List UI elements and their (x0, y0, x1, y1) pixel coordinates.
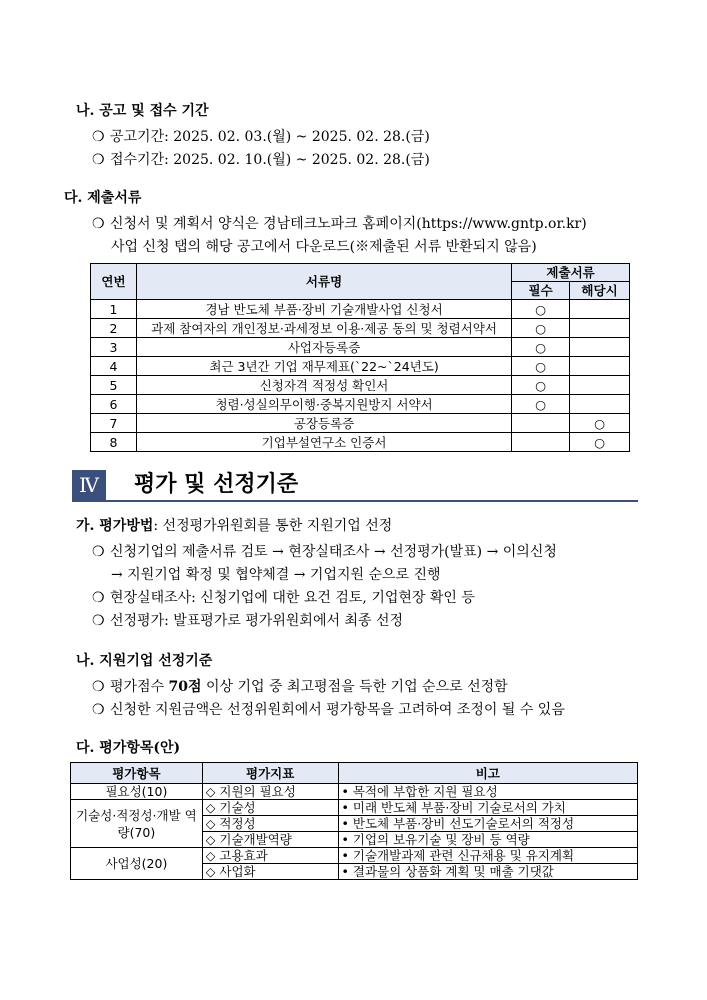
table-row: 4 최근 3년간 기업 재무제표(`22~`24년도) ○ (91, 357, 630, 376)
bullet-icon: ❍ (92, 679, 105, 695)
col-header-applicable: 해당시 (570, 282, 630, 300)
docs-line1: ❍ 신청서 및 계획서 양식은 경남테크노파크 홈페이지(https://www.gntp.or.kr) (92, 216, 587, 232)
section-number-badge: Ⅳ (72, 470, 106, 500)
eval-table (70, 762, 638, 880)
table-row: ◇ 사업화 • 결과물의 상품화 계획 및 매출 기댓값 (71, 864, 638, 880)
table-row: 기술성·적정성·개발 역량(70) ◇ 기술성 • 미래 반도체 부품·장비 기술로서의 가치 (71, 800, 638, 816)
bullet-icon: ❍ (92, 702, 105, 718)
table-row: 5 신청자격 적정성 확인서 ○ (91, 376, 630, 395)
selection-criteria-title: 나. 지원기업 선정기준 (76, 653, 213, 669)
bullet-icon: ❍ (92, 152, 105, 168)
table-row: 8 기업부설연구소 인증서 ○ (91, 433, 630, 452)
criteria-bullet-2: ❍ 신청한 지원금액은 선정위원회에서 평가항목을 고려하여 조정이 될 수 있음 (92, 702, 565, 718)
section-da-title: 다. 제출서류 (64, 190, 142, 206)
col-header-no: 연번 (91, 264, 137, 300)
col-header-item: 평가항목 (71, 763, 203, 784)
table-row: 사업성(20) ◇ 고용효과 • 기술개발과제 관련 신규채용 및 유지계획 (71, 848, 638, 864)
bullet-icon: ❍ (92, 590, 105, 606)
notice-period: ❍ 공고기간: 2025. 02. 03.(월) ~ 2025. 02. 28.(금) (92, 129, 430, 145)
receipt-period: ❍ 접수기간: 2025. 02. 10.(월) ~ 2025. 02. 28.(금) (92, 152, 430, 168)
bullet-icon: ❍ (92, 613, 105, 629)
col-header-name: 서류명 (136, 264, 511, 300)
bullet-icon: ❍ (92, 129, 105, 145)
section-divider (72, 500, 638, 502)
table-row: 1 경남 반도체 부품·장비 기술개발사업 신청서 ○ (91, 300, 630, 319)
table-row: ◇ 기술개발역량 • 기업의 보유기술 및 장비 등 역량 (71, 832, 638, 848)
eval-bullet-3: ❍ 선정평가: 발표평가로 평가위원회에서 최종 선정 (92, 613, 403, 629)
table-row: 필요성(10) ◇ 지원의 필요성 • 목적에 부합한 지원 필요성 (71, 784, 638, 800)
table-row: 3 사업자등록증 ○ (91, 338, 630, 357)
table-row: 2 과제 참여자의 개인정보·과세정보 이용·제공 동의 및 청렴서약서 ○ (91, 319, 630, 338)
section-na-title: 나. 공고 및 접수 기간 (76, 103, 209, 119)
eval-bullet-2: ❍ 현장실태조사: 신청기업에 대한 요건 검토, 기업현장 확인 등 (92, 590, 475, 606)
docs-table (90, 263, 630, 452)
col-header-submit: 제출서류 (512, 264, 630, 282)
bullet-icon: ❍ (92, 216, 105, 232)
bullet-icon: ❍ (92, 544, 105, 560)
table-row: 7 공장등록증 ○ (91, 414, 630, 433)
eval-items-title: 다. 평가항목(안) (76, 740, 181, 756)
col-header-required: 필수 (512, 282, 570, 300)
eval-method: 가. 평가방법: 선정평가위원회를 통한 지원기업 선정 (76, 518, 393, 534)
table-row: ◇ 적정성 • 반도체 부품·장비 선도기술로서의 적정성 (71, 816, 638, 832)
col-header-index: 평가지표 (202, 763, 338, 784)
eval-bullet-1: ❍ 신청기업의 제출서류 검토 → 현장실태조사 → 선정평가(발표) → 이의신청 (92, 544, 557, 560)
eval-bullet-1-cont: → 지원기업 확정 및 협약체결 → 기업지원 순으로 진행 (111, 567, 441, 583)
section-title: 평가 및 선정기준 (134, 472, 299, 497)
table-row: 6 청렴·성실의무이행·중복지원방지 서약서 ○ (91, 395, 630, 414)
criteria-bullet-1: ❍ 평가점수 70점 이상 기업 중 최고평점을 득한 기업 순으로 선정함 (92, 679, 508, 695)
col-header-note: 비고 (338, 763, 637, 784)
docs-line2: 사업 신청 탭의 해당 공고에서 다운로드(※제출된 서류 반환되지 않음) (111, 239, 537, 255)
